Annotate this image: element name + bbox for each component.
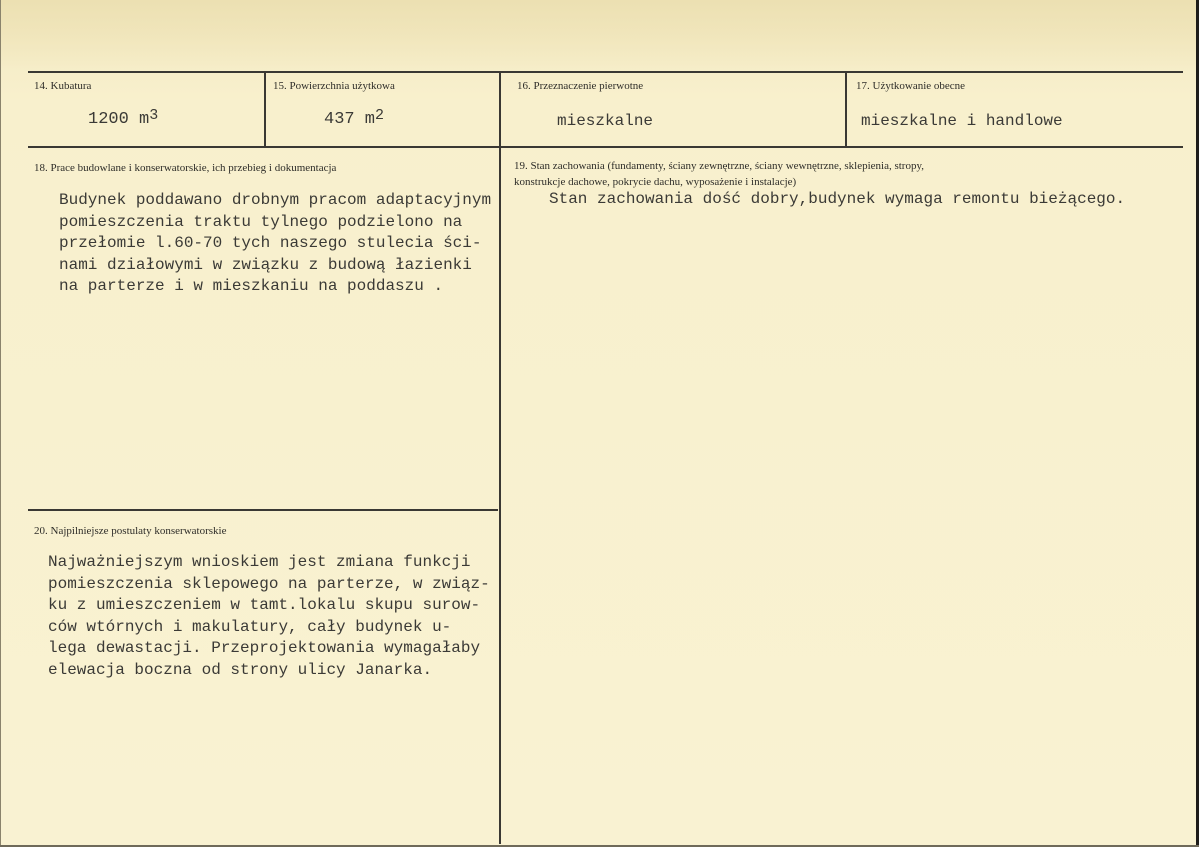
field-14-unit-exponent: 3 [149,107,159,124]
field-18-line: nami działowymi w związku z budową łazienki [59,255,472,274]
field-15-label: 15. Powierzchnia użytkowa [273,80,395,92]
card-left-edge [0,0,1,847]
field-20-line: ku z umieszczeniem w tamt.lokalu skupu surow- [48,596,481,614]
field-14-value [88,107,159,129]
section-divider [28,509,498,511]
col-divider-2 [499,72,501,844]
field-16-value: mieszkalne [557,112,654,130]
paper-edge [0,0,1199,70]
col-divider-3 [845,72,847,147]
field-18-line: na parterze i w mieszkaniu na poddaszu . [59,277,444,295]
field-20-line: lega dewastacji. Przeprojektowania wymagałaby [48,639,481,657]
field-20-line: Najważniejszym wnioskiem jest zmiana funkcji [48,553,471,571]
col-divider-1 [264,72,266,147]
field-19-label [514,158,924,190]
field-20-line: pomieszczenia sklepowego na parterze, w związ- [48,574,490,593]
field-18-label: 18. Prace budowlane i konserwatorskie, ich przebieg i dokumentacja [34,162,337,174]
field-19-label-line: 19. Stan zachowania (fundamenty, ściany zewnętrzne, ściany wewnętrzne, sklepienia, stropy, [514,160,925,172]
field-19-text: Stan zachowania dość dobry,budynek wymaga remontu bieżącego. [549,190,1126,208]
field-18-line: Budynek poddawano drobnym pracom adaptacyjnym [59,191,492,209]
field-15-value-text: 437 m [324,110,376,129]
field-17-value: mieszkalne i handlowe [861,112,1063,130]
field-18-line: przełomie l.60-70 tych naszego stulecia ści- [59,234,482,252]
field-15-unit-exponent: 2 [375,107,385,124]
field-20-line: elewacja boczna od strony ulicy Janarka. [48,660,433,679]
field-18-text [59,190,491,298]
field-14-value-text: 1200 m [88,110,150,129]
field-20-label: 20. Najpilniejsze postulaty konserwatorskie [34,525,227,537]
field-20-line: ców wtórnych i makulatury, cały budynek u- [48,617,452,636]
field-19-label-line: konstrukcje dachowe, pokrycie dachu, wyposażenie i instalacje) [514,176,797,188]
row-divider [28,146,1183,148]
field-18-line: pomieszczenia traktu tylnego podzielono na [59,212,463,231]
top-rule [28,71,1183,73]
field-16-label: 16. Przeznaczenie pierwotne [517,80,644,92]
field-15-value [324,107,385,129]
field-14-label: 14. Kubatura [34,80,92,92]
field-17-label: 17. Użytkowanie obecne [856,80,966,92]
field-20-text [48,552,490,681]
